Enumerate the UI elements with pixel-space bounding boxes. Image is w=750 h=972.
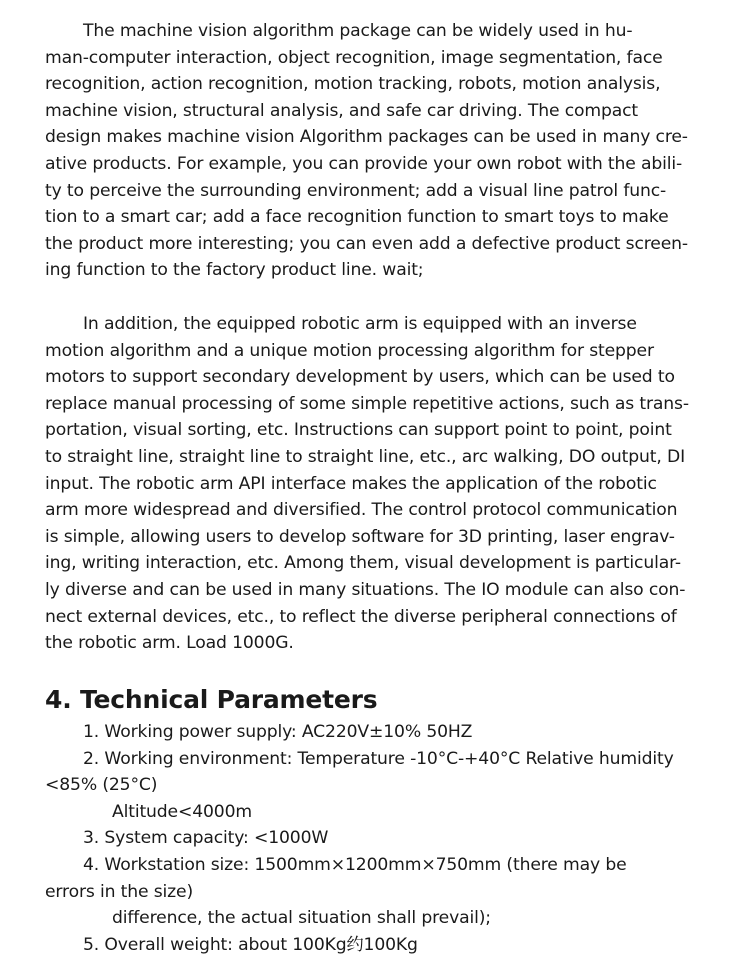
text-line: ative products. For example, you can provide your own robot with the abili- xyxy=(45,153,683,174)
param-environment-altitude: Altitude<4000m xyxy=(112,801,252,822)
text-line: motors to support secondary development by users, which can be used to xyxy=(45,367,675,388)
param-workstation-size: 4. Workstation size: 1500mm×1200mm×750mm (there may be xyxy=(83,854,627,875)
text-line: nect external devices, etc., to reflect the diverse peripheral connections of xyxy=(45,606,677,627)
intro-paragraph-vision xyxy=(45,18,705,284)
param-system-capacity: 3. System capacity: <1000W xyxy=(83,828,329,849)
param-environment-humidity: <85% (25°C) xyxy=(45,775,158,796)
text-line: input. The robotic arm API interface makes the application of the robotic xyxy=(45,473,657,494)
text-line: ing, writing interaction, etc. Among them, visual development is particular- xyxy=(45,553,681,574)
text-line: tion to a smart car; add a face recognition function to smart toys to make xyxy=(45,207,669,228)
text-line: to straight line, straight line to straight line, etc., arc walking, DO output, DI xyxy=(45,446,685,467)
text-line: the product more interesting; you can even add a defective product screen- xyxy=(45,233,688,254)
text-line: is simple, allowing users to develop software for 3D printing, laser engrav- xyxy=(45,526,675,547)
text-line: recognition, action recognition, motion tracking, robots, motion analysis, xyxy=(45,74,661,95)
text-line: motion algorithm and a unique motion processing algorithm for stepper xyxy=(45,340,654,361)
param-workstation-size-note: errors in the size) xyxy=(45,881,194,902)
text-line: In addition, the equipped robotic arm is equipped with an inverse xyxy=(83,314,637,334)
text-line: ing function to the factory product line. wait; xyxy=(45,260,424,281)
param-environment: 2. Working environment: Temperature -10°C-+40°C Relative humidity xyxy=(83,748,674,769)
param-overall-weight: 5. Overall weight: about 100Kg约100Kg xyxy=(83,934,418,955)
text-line: machine vision, structural analysis, and safe car driving. The compact xyxy=(45,100,639,121)
text-line: The machine vision algorithm package can be widely used in hu- xyxy=(83,21,633,41)
intro-paragraph-robotic-arm xyxy=(45,311,705,657)
text-line: ly diverse and can be used in many situations. The IO module can also con- xyxy=(45,579,686,600)
text-line: design makes machine vision Algorithm packages can be used in many cre- xyxy=(45,127,688,148)
text-line: man-computer interaction, object recognition, image segmentation, face xyxy=(45,47,663,68)
text-line: ty to perceive the surrounding environment; add a visual line patrol func- xyxy=(45,180,667,201)
text-line: the robotic arm. Load 1000G. xyxy=(45,633,294,654)
param-workstation-size-note-2: difference, the actual situation shall prevail); xyxy=(112,908,491,929)
param-power-supply: 1. Working power supply: AC220V±10% 50HZ xyxy=(83,722,473,742)
text-line: arm more widespread and diversified. The control protocol communication xyxy=(45,500,678,521)
section-heading: 4. Technical Parameters xyxy=(45,685,378,714)
text-line: replace manual processing of some simple repetitive actions, such as trans- xyxy=(45,393,689,414)
technical-parameters-list xyxy=(45,719,725,958)
text-line: portation, visual sorting, etc. Instructions can support point to point, point xyxy=(45,420,672,441)
